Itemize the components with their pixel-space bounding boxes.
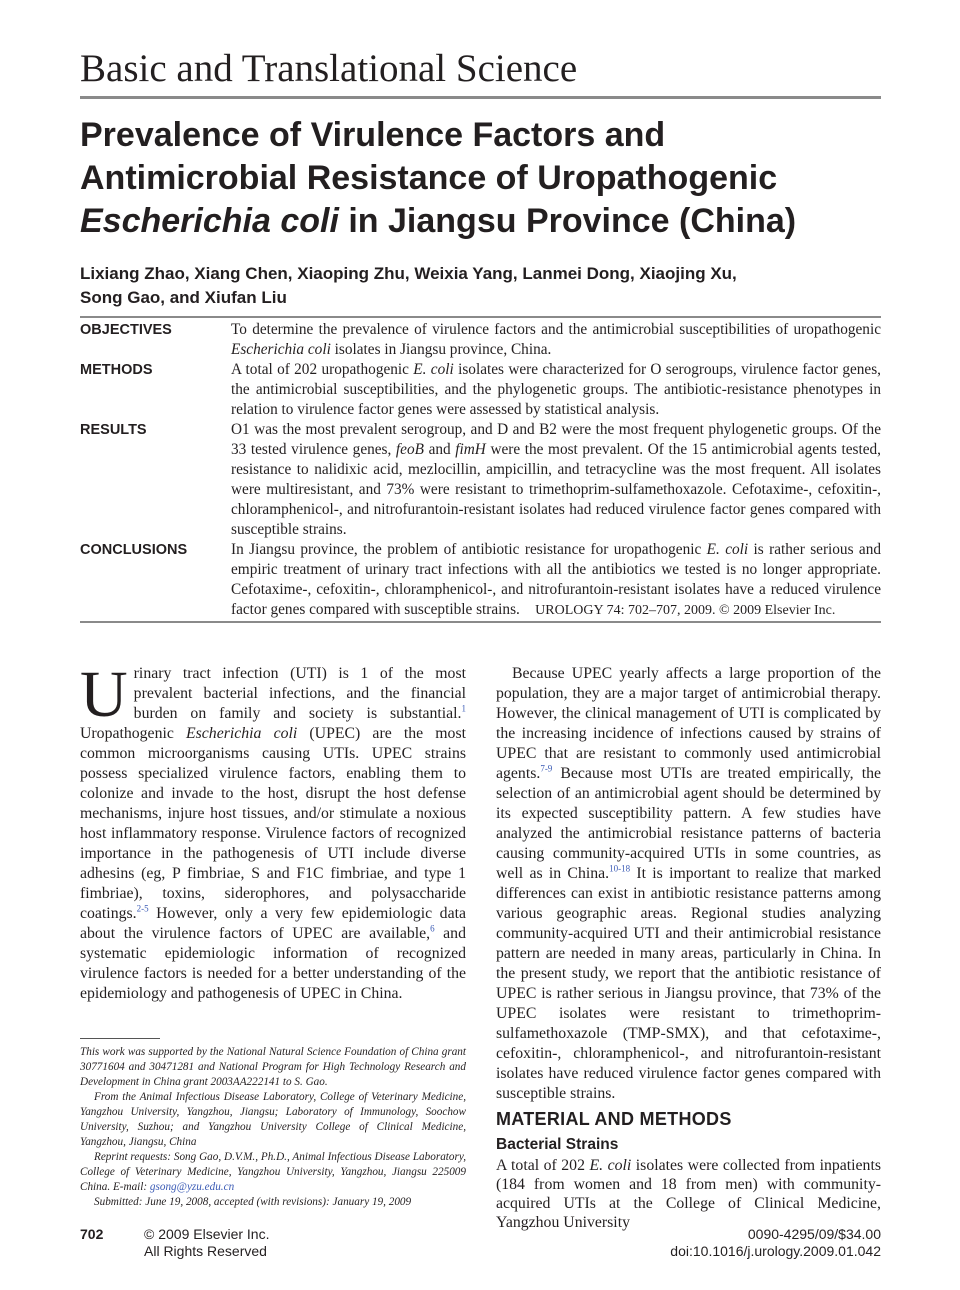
methods-para-text-b: isolates were collected from inpatients (184 from women and 18 from men) with community-acquired UTIs at the College of Clinical Medicine, Yangzhou University — [496, 1157, 881, 1231]
methods-text — [231, 360, 881, 420]
objectives-label: OBJECTIVES — [80, 322, 172, 338]
intro-species-italic: Escherichia coli — [186, 725, 298, 742]
authors-line-2: Song Gao, and Xiufan Liu — [80, 288, 287, 307]
submission-dates: Submitted: June 19, 2008, accepted (with revisions): January 19, 2009 — [94, 1196, 412, 1208]
intro-text-c: (UPEC) are the most common microorganisms causing UTIs. UPEC strains possess specialized virulence factors, enabling them to colonize and invade to the host, disrupt the host defense mechanisms, injure host tissues, and/or stimulate a noxious host inflammatory response. Virulence factors of recognized importance in the pathogenesis of UTI include diverse adhesins (eg, P fimbriae, S and F1C fimbriae, and type 1 fimbriae), toxins, siderophores, and polysaccharide coatings. — [80, 725, 466, 922]
abstract-methods — [80, 360, 881, 420]
intro-text-d: However, only a very few epidemiologic data about the virulence factors of UPEC are available, — [80, 905, 466, 942]
title-line-3 — [80, 200, 890, 243]
objectives-text-italic: Escherichia coli — [231, 341, 331, 358]
abstract-results — [80, 420, 881, 540]
conclusions-text — [231, 540, 881, 621]
intro2-text-c: It is important to realize that marked differences can exist in antibiotic resistance patterns among various geographic areas. Regional studies analyzing community-acquired UTI and their antimicrobial resistance pattern are needed in many areas, particularly in China. In the present study, we report that the antibiotic resistance of UPEC is rather serious in Jiangsu province, that 73% of the UPEC isolates were resistant to trimethoprim-sulfamethoxazole (TMP-SMX), and that cefotaxime-, cefoxitin-, chloramphenicol-, and nitrofurantoin-resistant isolates have reduced virulence factor genes compared with susceptible strains. — [496, 865, 881, 1102]
abstract-top-divider — [80, 316, 881, 318]
footnotes — [80, 1045, 466, 1210]
structured-abstract — [80, 320, 881, 621]
email-link[interactable]: gsong@yzu.edu.cn — [149, 1181, 235, 1193]
body-column-left — [80, 658, 466, 1004]
intro2-text-b: Because most UTIs are treated empirically, the selection of an antimicrobial agent should be determined by its expected susceptibility pattern. A few studies have analyzed the antimicrobial resistance patterns of bacteria causing community-acquired UTIs in some countries, as well as in China. — [496, 765, 881, 882]
reference-link[interactable]: 6 — [430, 923, 435, 934]
drop-cap: U — [80, 658, 128, 731]
intro-text-b: Uropathogenic — [80, 725, 186, 742]
article-title — [80, 114, 890, 243]
title-line-1: Prevalence of Virulence Factors and — [80, 116, 666, 154]
results-text — [231, 420, 881, 540]
results-label: RESULTS — [80, 422, 147, 438]
methods-species-italic: E. coli — [589, 1157, 632, 1174]
section-divider — [80, 96, 881, 99]
reference-link[interactable]: 1 — [461, 703, 466, 714]
objectives-text — [231, 320, 881, 360]
reference-link[interactable]: 10-18 — [609, 863, 631, 874]
title-line-2: Antimicrobial Resistance of Uropathogenic — [80, 159, 778, 197]
abstract-bottom-divider — [80, 621, 881, 623]
reprint-note — [80, 1150, 466, 1195]
article-identifiers — [670, 1226, 881, 1260]
reference-link[interactable]: 7-9 — [540, 763, 553, 774]
methods-label: METHODS — [80, 362, 153, 378]
conclusions-label: CONCLUSIONS — [80, 542, 188, 558]
title-species-italic: Escherichia coli — [80, 202, 339, 240]
author-list — [80, 262, 880, 310]
abstract-conclusions — [80, 540, 881, 621]
abstract-objectives — [80, 320, 881, 360]
copyright-line-2: All Rights Reserved — [144, 1243, 267, 1259]
methods-text-b: isolates were characterized for O serogroups, virulence factor genes, the antimicrobial susceptibilities, and the phylogenetic groups. The antibiotic-resistance phenotypes in relation to virulence factor genes were assessed by statistical analysis. — [231, 361, 882, 418]
subsection-heading: Bacterial Strains — [496, 1136, 619, 1153]
copyright-line-1: © 2009 Elsevier Inc. — [144, 1226, 270, 1242]
objectives-text-b: isolates in Jiangsu province, China. — [330, 341, 552, 358]
issn-price: 0090-4295/09/$34.00 — [747, 1226, 881, 1242]
methods-text-a: A total of 202 uropathogenic — [231, 361, 414, 378]
conclusions-text-a: In Jiangsu province, the problem of antibiotic resistance for uropathogenic — [231, 541, 707, 558]
results-text-c: were the most prevalent. Of the 15 antimicrobial agents tested, resistance to nalidixic acid, mezlocillin, ampicillin, and tetracycline was the most frequent. All isolates were multiresistant, and 73% were resistant to trimethoprim-sulfamethoxazole. Cefotaxime-, cefoxitin-, chloramphenicol-, and nitrofurantoin-resistant isolates had reduced virulence factor genes compared with susceptible strains. — [231, 441, 881, 538]
results-gene-feob: feoB — [395, 441, 424, 458]
section-heading: MATERIAL AND METHODS — [496, 1109, 732, 1129]
body-column-right — [496, 664, 881, 1104]
footnote-divider — [80, 1038, 160, 1039]
methods-text-italic: E. coli — [413, 361, 454, 378]
intro2-text-a: Because UPEC yearly affects a large proportion of the population, they are a major target of antimicrobial therapy. However, the clinical management of UTI is complicated by the increasing incidence of infections caused by strains of UPEC that are resistant to commonly used antimicrobial agents. — [496, 665, 881, 782]
results-text-b: and — [423, 441, 456, 458]
methods-paragraph — [496, 1156, 881, 1232]
intro-paragraph-2 — [496, 664, 881, 1104]
conclusions-text-italic: E. coli — [706, 541, 749, 558]
conclusions-text-b: is rather serious and empiric treatment of urinary tract infections with all the antibiotics we tested is no longer appropriate. Cefotaxime-, cefoxitin-, chloramphenicol-, and nitrofurantoin-resistant isolates have a reduced virulence factor genes compared with susceptible strains. — [231, 541, 882, 618]
intro-paragraph-1 — [80, 658, 466, 1004]
reprint-text: Reprint requests: Song Gao, D.V.M., Ph.D., Animal Infectious Disease Laboratory, College of Veterinary Medicine, Yangzhou University, Yangzhou, Jiangsu 225009 China. E-mail: — [80, 1151, 466, 1193]
affiliations-note: From the Animal Infectious Disease Laboratory, College of Veterinary Medicine, Yangzhou University, Yangzhou, Jiangsu; Laboratory of Immunology, Soochow University, Suzhou; and Yangzhou University College of Clinical Medicine, Yangzhou, Jiangsu, China — [80, 1091, 466, 1148]
doi-link[interactable]: doi:10.1016/j.urology.2009.01.042 — [670, 1243, 881, 1259]
journal-citation: UROLOGY 74: 702–707, 2009. © 2009 Elsevier Inc. — [535, 603, 836, 618]
results-text-a: O1 was the most prevalent serogroup, and D and B2 were the most frequent phylogenetic groups. Of the 33 tested virulence genes, — [231, 421, 881, 458]
title-line-3-rest: in Jiangsu Province (China) — [338, 202, 797, 240]
intro-text-a: rinary tract infection (UTI) is 1 of the most prevalent bacterial infections, and the financial burden on family and society is substantial. — [133, 665, 466, 722]
objectives-text-a: To determine the prevalence of virulence factors and the antimicrobial susceptibilities of uropathogenic — [231, 321, 881, 338]
results-gene-fimh: fimH — [455, 441, 486, 458]
authors-line-1: Lixiang Zhao, Xiang Chen, Xiaoping Zhu, Weixia Yang, Lanmei Dong, Xiaojing Xu, — [80, 264, 737, 283]
copyright-notice — [144, 1226, 270, 1260]
reference-link[interactable]: 2-5 — [136, 903, 149, 914]
intro-text-e: and systematic epidemiologic information of recognized virulence factors is needed for a better understanding of the epidemiology and pathogenesis of UPEC in China. — [80, 925, 466, 1002]
funding-note: This work was supported by the National Natural Science Foundation of China grant 30771604 and 30471281 and National Program for High Technology Research and Development in China grant 2003AA222141 to S. Gao. — [80, 1046, 466, 1088]
methods-para-text-a: A total of 202 — [496, 1157, 590, 1174]
page-number: 702 — [80, 1226, 104, 1242]
section-header: Basic and Translational Science — [80, 47, 578, 90]
